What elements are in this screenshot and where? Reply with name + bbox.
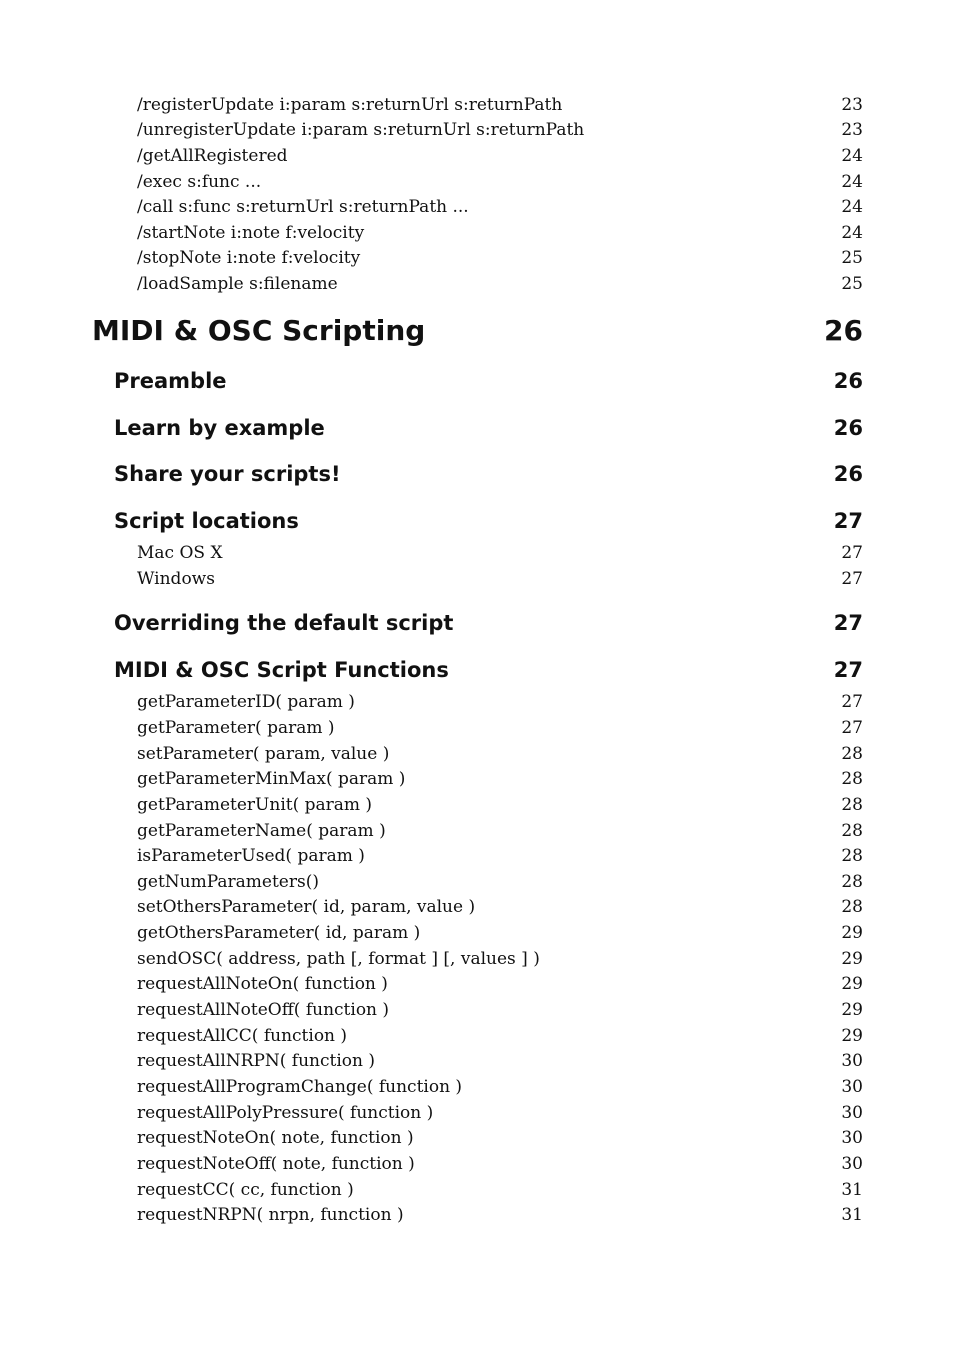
- toc-entry[interactable]: [137, 1024, 863, 1048]
- toc-entry-page: 28: [841, 744, 863, 764]
- toc-entry[interactable]: [137, 144, 863, 168]
- toc-entry-title: Windows: [137, 569, 215, 589]
- toc-entry-title: requestNoteOn( note, function ): [137, 1128, 414, 1148]
- toc-entry[interactable]: [137, 272, 863, 296]
- toc-entry-title: requestNoteOff( note, function ): [137, 1154, 415, 1174]
- toc-entry-page: 31: [841, 1180, 863, 1200]
- toc-section-title: Share your scripts!: [114, 462, 341, 486]
- toc-entry-page: 24: [841, 223, 863, 243]
- toc-entry-page: 24: [841, 146, 863, 166]
- toc-entry-page: 30: [841, 1103, 863, 1123]
- toc-entry-page: 27: [841, 692, 863, 712]
- toc-entry-page: 28: [841, 846, 863, 866]
- toc-section-share-your-scripts[interactable]: [114, 460, 863, 488]
- toc-chapter-page: 26: [824, 314, 863, 347]
- toc-entry-title: sendOSC( address, path [, format ] [, values ] ): [137, 949, 540, 969]
- toc-entry-page: 29: [841, 974, 863, 994]
- toc-entry[interactable]: [137, 118, 863, 142]
- toc-entry[interactable]: [137, 93, 863, 117]
- toc-entry-page: 30: [841, 1128, 863, 1148]
- toc-section-title: Preamble: [114, 369, 227, 393]
- toc-entry[interactable]: [137, 716, 863, 740]
- toc-entry-page: 31: [841, 1205, 863, 1225]
- toc-entry-page: 28: [841, 769, 863, 789]
- toc-entry-page: 25: [841, 248, 863, 268]
- toc-section-learn-by-example[interactable]: [114, 414, 863, 442]
- toc-entry-page: 29: [841, 949, 863, 969]
- toc-entry[interactable]: [137, 567, 863, 591]
- toc-entry-title: getOthersParameter( id, param ): [137, 923, 421, 943]
- toc-section-preamble[interactable]: [114, 367, 863, 395]
- toc-entry[interactable]: [137, 1152, 863, 1176]
- toc-entry-title: setOthersParameter( id, param, value ): [137, 897, 476, 917]
- toc-entry[interactable]: [137, 221, 863, 245]
- toc-entry[interactable]: [137, 793, 863, 817]
- toc-entry-page: 23: [841, 95, 863, 115]
- toc-entry-title: /registerUpdate i:param s:returnUrl s:returnPath: [137, 95, 563, 115]
- toc-section-title: Learn by example: [114, 416, 325, 440]
- toc-section-script-locations[interactable]: [114, 507, 863, 535]
- toc-entry-title: getNumParameters(): [137, 872, 319, 892]
- toc-section-page: 27: [833, 611, 863, 635]
- toc-entry-title: Mac OS X: [137, 543, 223, 563]
- toc-entry-title: requestAllCC( function ): [137, 1026, 348, 1046]
- toc-entry-title: setParameter( param, value ): [137, 744, 390, 764]
- toc-entry-title: getParameter( param ): [137, 718, 335, 738]
- toc-entry[interactable]: [137, 870, 863, 894]
- toc-entry[interactable]: [137, 742, 863, 766]
- toc-entry[interactable]: [137, 1178, 863, 1202]
- toc-entry-page: 28: [841, 821, 863, 841]
- toc-entry[interactable]: [137, 998, 863, 1022]
- toc-entry-page: 28: [841, 872, 863, 892]
- toc-entry[interactable]: [137, 541, 863, 565]
- toc-entry[interactable]: [137, 972, 863, 996]
- toc-entry-title: requestAllNoteOff( function ): [137, 1000, 390, 1020]
- toc-entry[interactable]: [137, 1101, 863, 1125]
- toc-entry[interactable]: [137, 947, 863, 971]
- toc-entry-page: 30: [841, 1051, 863, 1071]
- toc-entry[interactable]: [137, 844, 863, 868]
- toc-entry-title: requestAllPolyPressure( function ): [137, 1103, 434, 1123]
- toc-entry-page: 27: [841, 569, 863, 589]
- toc-entry-page: 30: [841, 1077, 863, 1097]
- toc-entry[interactable]: [137, 767, 863, 791]
- toc-entry-page: 28: [841, 795, 863, 815]
- toc-entry[interactable]: [137, 170, 863, 194]
- toc-entry-title: getParameterName( param ): [137, 821, 386, 841]
- toc-entry-title: /unregisterUpdate i:param s:returnUrl s:returnPath: [137, 120, 585, 140]
- toc-section-title: MIDI & OSC Script Functions: [114, 658, 449, 682]
- toc-entry-page: 29: [841, 1000, 863, 1020]
- toc-entry-page: 25: [841, 274, 863, 294]
- toc-entry-title: getParameterUnit( param ): [137, 795, 373, 815]
- toc-entry[interactable]: [137, 819, 863, 843]
- toc-entry-title: /startNote i:note f:velocity: [137, 223, 365, 243]
- toc-entry[interactable]: [137, 195, 863, 219]
- toc-entry-page: 29: [841, 1026, 863, 1046]
- toc-section-page: 26: [833, 462, 863, 486]
- toc-entry-title: requestCC( cc, function ): [137, 1180, 354, 1200]
- toc-entry-title: /exec s:func ...: [137, 172, 262, 192]
- toc-entry[interactable]: [137, 246, 863, 270]
- toc-entry-page: 30: [841, 1154, 863, 1174]
- toc-entry-page: 24: [841, 197, 863, 217]
- toc-section-page: 27: [833, 509, 863, 533]
- toc-entry[interactable]: [137, 895, 863, 919]
- toc-entry[interactable]: [137, 1049, 863, 1073]
- toc-entry[interactable]: [137, 1075, 863, 1099]
- toc-entry-page: 27: [841, 543, 863, 563]
- toc-entry-title: /getAllRegistered: [137, 146, 288, 166]
- toc-entry-title: requestNRPN( nrpn, function ): [137, 1205, 404, 1225]
- toc-entry-page: 29: [841, 923, 863, 943]
- toc-entry-page: 27: [841, 718, 863, 738]
- toc-section-title: Script locations: [114, 509, 299, 533]
- toc-chapter[interactable]: [92, 313, 863, 349]
- toc-entry-title: requestAllProgramChange( function ): [137, 1077, 463, 1097]
- toc-entry-title: /stopNote i:note f:velocity: [137, 248, 361, 268]
- toc-section-page: 27: [833, 658, 863, 682]
- toc-section-page: 26: [833, 416, 863, 440]
- toc-entry[interactable]: [137, 1203, 863, 1227]
- toc-entry-page: 28: [841, 897, 863, 917]
- toc-entry-page: 24: [841, 172, 863, 192]
- toc-entry[interactable]: [137, 1126, 863, 1150]
- toc-entry-title: requestAllNRPN( function ): [137, 1051, 376, 1071]
- toc-entry-title: /loadSample s:filename: [137, 274, 338, 294]
- toc-section-page: 26: [833, 369, 863, 393]
- toc-entry-title: /call s:func s:returnUrl s:returnPath ...: [137, 197, 469, 217]
- toc-entry-title: requestAllNoteOn( function ): [137, 974, 388, 994]
- toc-entry[interactable]: [137, 690, 863, 714]
- toc-section-script-functions[interactable]: [114, 656, 863, 684]
- toc-entry-page: 23: [841, 120, 863, 140]
- toc-entry[interactable]: [137, 921, 863, 945]
- toc-entry-title: getParameterID( param ): [137, 692, 355, 712]
- toc-entry-title: isParameterUsed( param ): [137, 846, 365, 866]
- toc-section-title: Overriding the default script: [114, 611, 454, 635]
- toc-section-overriding-default-script[interactable]: [114, 609, 863, 637]
- toc-chapter-title: MIDI & OSC Scripting: [92, 314, 426, 347]
- toc-entry-title: getParameterMinMax( param ): [137, 769, 406, 789]
